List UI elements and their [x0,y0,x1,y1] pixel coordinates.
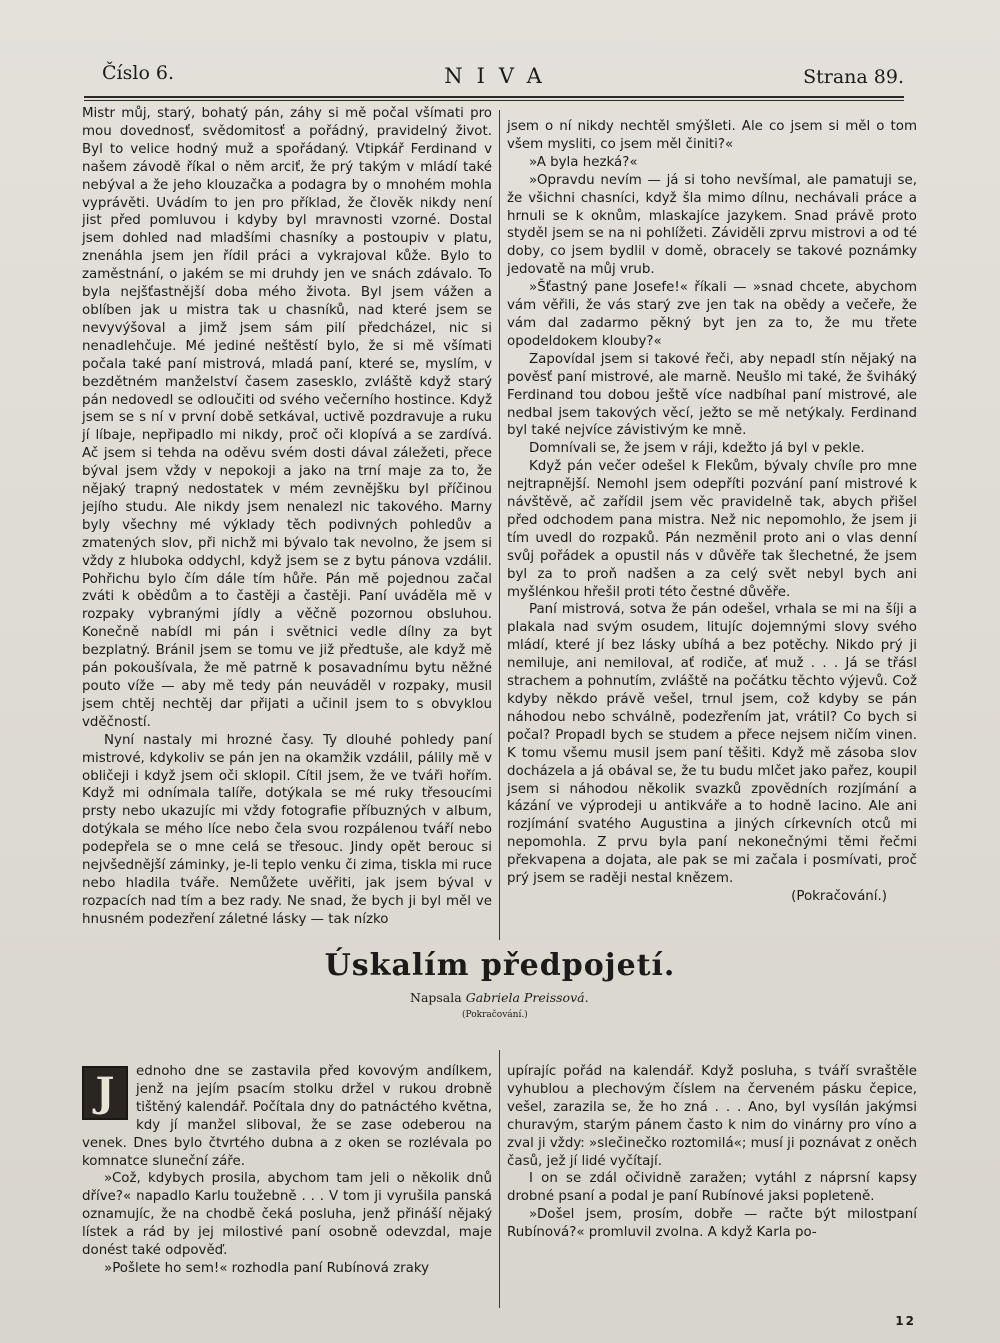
page-number: Strana 89. [803,66,904,88]
paragraph: »Pošlete ho sem!« rozhodla paní Rubínová zraky [104,1260,430,1276]
paragraph: Když pán večer odešel k Flekům, bývaly chvíle pro mne nejtrapnější. Nemohl jsem odepříti pozvání paní mistrové k návštěvě, ač zařídil jsem věc pravidelně tak, abych přišel před odchodem pana mistra. Než nic nepomohlo, že jsem ji tím uvedl do rozpaků. Pán nezměnil proto ani o vlas denní svůj pořádek a opustil nás v důvěře tak šlechetné, že jsem byl za to proň nadšen a za celý svět nebyl bych ani myšlénkou hřešil proti této čestné důvěře. [507,459,917,600]
running-header [84,62,916,96]
paragraph: Nyní nastaly mi hrozné časy. Ty dlouhé pohledy paní mistrové, kdykoliv se pán jen na okamžik vzdálil, pálily mě v obličeji i když jsem oči sklopil. Cítil jsem, že ve tváři hořím. Když mi odnímala talíře, dotýkala se mé ruky třesoucími prsty nebo ukazujíc mi vždy fotografie příbuzných v album, dotýkala se mého líce nebo čela svou rozpálenou tváří nebo podepřela se o mne celá se třesouc. Jindy opět berouc si nejvšednější záminky, je-li teplo venku či zima, tiskla mi ruce nebo hladila tváře. Nemůžete uvěřiti, jak jsem býval v rozpacích nad tím a bez rady. Ne snad, že bych ji byl měl ve hnusném podezření záletné lásky — tak nízko [82,732,492,927]
left-column-bottom [82,1063,492,1278]
drop-cap: J [82,1066,128,1120]
paragraph: »Došel jsem, prosím, dobře — račte být milostpaní Rubínová?« promluvil zvolna. A když Karla po- [507,1207,917,1241]
paragraph: »A byla hezká?« [529,154,638,170]
paragraph: »Což, kdybych prosila, abychom tam jeli o několik dnů dříve?« napadlo Karlu toužebně . . . V tom ji vyrušila panská oznamujíc, že na chodbě čeká posluha, jenž přináší nějaký lístek a rád by jej milostivé paní osobně odevzdal, maje donést také odpověď. [82,1171,492,1259]
article-byline [410,990,589,1005]
paragraph: I on se zdál očividně zaražen; vytáhl z náprsní kapsy drobné psaní a podal je paní Rubínové jaksi popleteně. [507,1171,917,1205]
header-rule-thin [84,100,904,101]
paragraph: jsem o ní nikdy nechtěl smýšleti. Ale co jsem si měl o tom všem mysliti, co jsem měl činiti?« [507,119,917,152]
article-title: Úskalím předpojetí. [324,948,676,983]
column-divider [499,1050,500,1308]
paragraph: Zapovídal jsem si takové řeči, aby nepadl stín nějaký na pověsť paní mistrové, ale marně. Neušlo mi také, že šviháký Ferdinand tou dobou ještě více nadbíhal paní mistrové, ale nedbal jsem takových věcí, ježto se mě netýkaly. Ferdinand byl také nejvíce závistivým ke mně. [507,351,917,439]
paragraph: »Šťastný pane Josefe!« říkali — »snad chcete, abychom vám věřili, že vás starý zve jen tak na obědy a večeře, že vám dal zadarmo pěkný byt jen za to, že mu třete opodeldokem klouby?« [507,280,917,349]
folio: 12 [895,1314,916,1328]
paragraph: Domnívali se, že jsem v ráji, kdežto já byl v pekle. [529,441,865,457]
paragraph: »Opravdu nevím — já si toho nevšímal, ale pamatuji se, že všichni chasníci, když šla mimo dílnu, nechávali práce a hrnuli se k oknům, mlaskajíce jazykem. Snad právě proto styděl jsem se na ni pohlížeti. Záviděli zprvu mistrovi a od té doby, co jsem bydlil v domě, obracely se takové poznámky jedovatě na můj vrub. [507,172,917,278]
article-continuation-note: (Pokračování.) [462,1010,528,1020]
right-column-top [507,118,917,906]
to-be-continued: (Pokračování.) [791,888,887,904]
magazine-title: NIVA [444,64,556,88]
paragraph: upírajíc pořád na kalendář. Když posluha, s tváří svraštěle vyhublou a plechovým číslem na červeném pásku čepice, vešel, zarazila se, že ho zná . . . Ano, byl vysílán jakýmsi churavým, starým pánem často k nim do vinárny pro víno a zval ji vždy: »slečinečko roztomilá«; musí ji poznávat z oněch časů, jež jí lidé vyčítají. [507,1064,917,1169]
header-rule [84,96,904,98]
left-column-top [82,105,492,929]
paragraph [82,1063,492,1170]
issue-number: Číslo 6. [102,62,175,84]
right-column-bottom [507,1063,917,1242]
paragraph: Paní mistrová, sotva že pán odešel, vrhala se mi na šíji a plakala nad svým osudem, litujíc dojemnými slovy svého mládí, které jí bez lásky ubíhá a bez potěchy. Nikdo prý ji nemiluje, ani nemiloval, ať rodiče, ať muž . . . Já se třásl strachem a pohnutím, zvláště na počátku těchto výjevů. Což kdyby někdo právě vešel, trnul jsem, což kdyby se pán náhodou nebo schválně, podezřením jat, vrátil? Co bych si počal? Propadl bych se studem a přece nejsem ničím vinen. K tomu všemu musil jsem paní těšiti. Když mě zásoba slov docházela a já obával se, že tu budu mlčet jako pařez, koupil jsem si náhodou několik svazků zpovědních rozjímání a kázání ve výprodeji u antikváře a to hodně lacino. Ale ani rozjímání svatého Augustina a jiných církevních otců mi nepomohla. Z prvu byla paní nekonečnými těmi řečmi překvapena a dojata, ale pak se mi začala i posmívati, proč prý jsem se raději nestal knězem. [507,602,917,887]
author-name: Gabriela Preissová. [465,990,589,1005]
byline-prefix: Napsala [410,990,462,1005]
paragraph: Mistr můj, starý, bohatý pán, záhy si mě počal všímati pro mou dovednosť, svědomitosť a pořádný, pravidelný život. Byl to velice hodný muž a spořádaný. Vtipkář Ferdinand v našem závodě říkal o něm arciť, že prý takým v mládí také nebýval a že jeho klouzačka a podagra by o mnohém mohla vyprávěti. Uvádím to jen pro příklad, že člověk nikdy není jist před pomluvou i kdyby byl mravnosti vzorné. Dostal jsem dohled nad mladšími chasníky a postoupiv v platu, znenáhla jsem jen řídil práci a vykrajoval kůže. Bylo to zaměstnání, o jakém se mi druhdy jen ve snách zdávalo. To byla nejšťastnější doba mého života. Byl jsem vážen a oblíben jak u mistra tak u chasníků, nad které jsem se nevyvýšoval a jimž jsem sám pilí předcházel, nic si nenadlehčuje. Mé jediné neštěstí bylo, že si mě všímati počala také paní mistrová, mladá paní, které se, myslím, v bezdětném manželství časem zasesklo, zvláště když starý pán nedovedl se odloučiti od svého večerního hostince. Když jsem se s ní v první době setkával, uctivě pozdravuje a ruku jí líbaje, nepřipadlo mi nikdy, proč oči klopívá a se zardívá. Ač jsem si tehda na oděvu svém dosti dával záležeti, přece býval jsem vždy v nepokoji a jako na trní maje za to, že nějaký trapný nedostatek v mém zevnějšku byl příčinou jejího studu. Ale nikdy jsem nenalezl nic takového. Marny byly všechny mé výklady těch podivných pohledův a zmatených slov, při nichž mi bývalo tak nevolno, že jsem si vždy z hluboka oddychl, když jsem se z bytu pánova vzdálil. Pohřichu bylo čím dále tím hůře. Pán mě pojednou začal zváti k obědům a to častěji a častěji. Paní uváděla mě v rozpaky vybranými jídly a věčně pozornou obsluhou. Konečně nabídl mi pán i světnici vedle dílny za byt bezplatný. Bránil jsem se tomu ve již předtuše, ale když mě pán pokoušívala, že mě patrně k posavadnímu bytu něžné pouto víže — aby mě tedy pán neuváděl v rozpaky, musil jsem chtěj nechtěj dar přijati a učinil jsem to s obvyklou vděčností. [82,106,492,730]
paragraph-text: ednoho dne se zastavila před kovovým andílkem, jenž na jejím psacím stolku držel v rukou drobně tištěný kalendář. Počítala dny do patnáctého května, kdy jí manžel sliboval, že se zase odeberou na venek. Dnes bylo čtvrtého dubna a z oken se rozlévala po komnatce sluneční záře. [82,1064,492,1169]
column-divider [499,110,500,940]
